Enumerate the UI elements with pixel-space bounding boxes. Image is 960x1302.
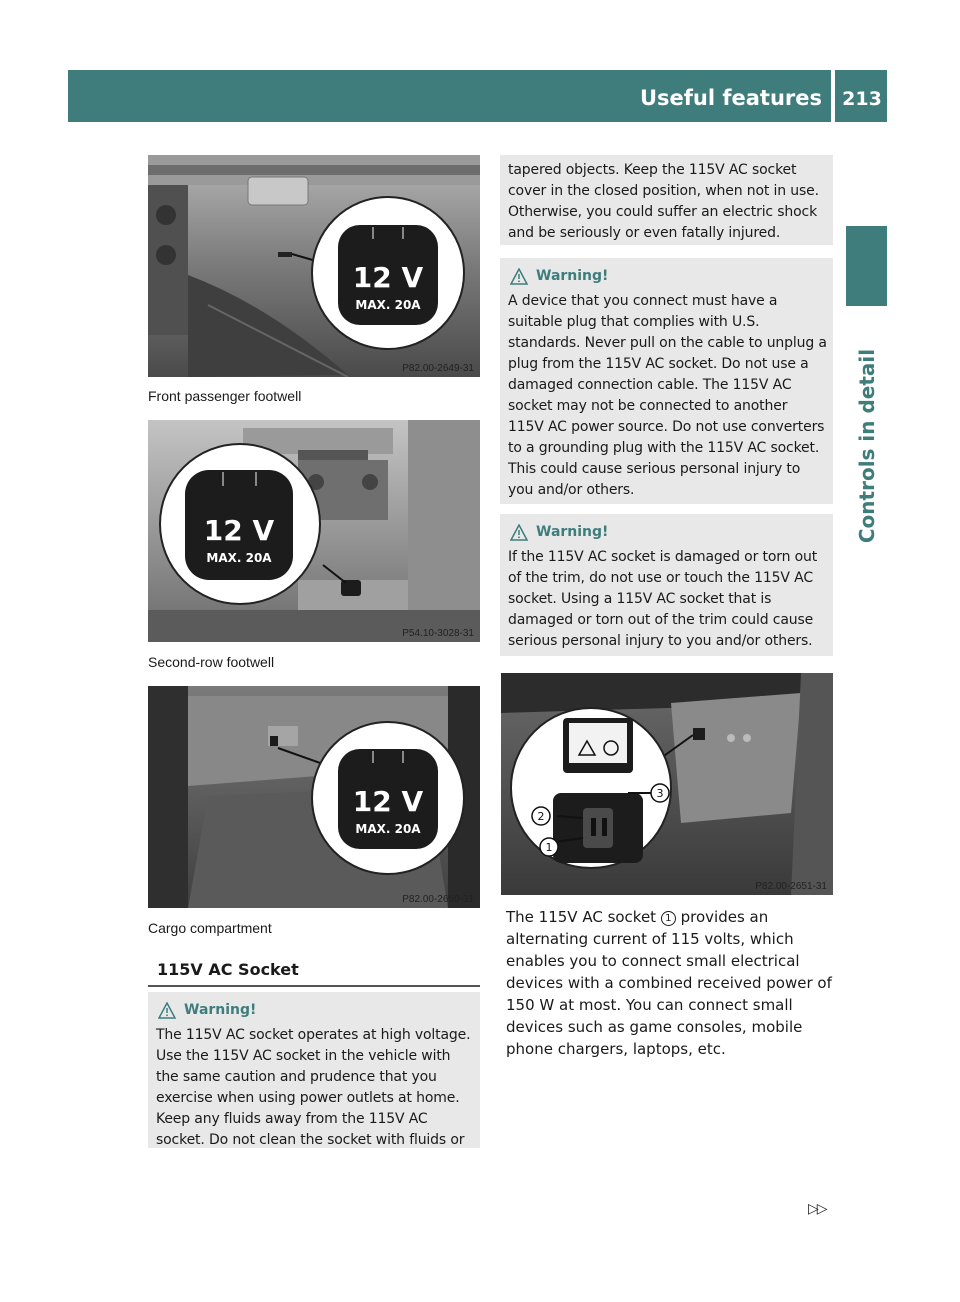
photo-front-passenger-footwell [148,155,480,377]
page-number: 213 [842,88,882,110]
heading-rule [148,985,480,987]
warning-text: tapered objects. Keep the 115V AC socket cover in the closed position, when not in use. Otherwise, you could suffer an electric shock and be seriously or even fatally injured. [508,162,819,241]
photo-code: P82.00-2650-31 [402,894,474,905]
warning-title: Warning! [536,268,609,284]
page-title: Useful features [639,86,822,110]
warning-title: Warning! [536,524,609,540]
caption-front-passenger-footwell: Front passenger footwell [148,388,302,404]
badge-voltage: 12 V [203,514,275,547]
warning-text: A device that you connect must have a suitable plug that complies with U.S. standards. Never pull on the cable to unplug a plug from the 115V AC socket. Do not use a damaged connection cable. The 115V AC socket may not be connected to another 115V AC power source. Do not use converters to a grounding plug with the 115V AC socket. This could cause serious personal injury to you and/or others. [508,293,827,498]
warning-box-high-voltage [148,992,480,1148]
badge-voltage: 12 V [352,785,424,818]
badge-amperage: MAX. 20A [355,822,421,836]
warning-box-plug [500,258,833,504]
callout-2: 2 [537,810,545,823]
badge-voltage: 12 V [352,261,424,294]
warning-header [508,522,827,543]
photo-second-row-footwell [148,420,480,642]
callout-3: 3 [656,787,664,800]
caption-second-row-footwell: Second-row footwell [148,654,275,670]
photo-code: P82.00-2649-31 [402,363,474,374]
warning-header [156,1000,474,1021]
warning-triangle-icon [510,268,528,286]
warning-box-damaged-socket [500,514,833,656]
photo-code: P54.10-3028-31 [402,628,474,639]
section-heading: 115V AC Socket [157,960,299,979]
warning-text: If the 115V AC socket is damaged or torn out of the trim, do not use or touch the 115V AC socket. Using a 115V AC socket that is damaged or torn out of the trim could cause serious personal injury to you and/or others. [508,549,818,649]
body-ref-callout: 1 [661,911,676,926]
warning-title: Warning! [184,1002,257,1018]
section-tab-label: Controls in detail [855,348,879,544]
section-tab-label-wrap [852,306,882,586]
warning-header [508,266,827,287]
photo-cargo-compartment [148,686,480,908]
body-text-after: provides an alternating current of 115 volts, which enables you to connect small electrical devices with a combined received power of 150 W at most. You can connect small devices such as game consoles, mobile phone chargers, laptops, etc. [506,908,832,1058]
warning-text: The 115V AC socket operates at high voltage. Use the 115V AC socket in the vehicle with the same caution and prudence that you exercise when using power outlets at home. Keep any fluids away from the 115V AC socket. Do not clean the socket with fluids or [156,1027,471,1148]
badge-amperage: MAX. 20A [355,298,421,312]
callout-1: 1 [545,841,553,854]
body-paragraph [506,906,836,1060]
section-tab [846,226,887,306]
photo-115v-ac-socket [501,673,833,895]
warning-triangle-icon [158,1002,176,1020]
warning-box-continued [500,155,833,245]
warning-triangle-icon [510,524,528,542]
badge-amperage: MAX. 20A [206,551,272,565]
photo-code: P82.00-2651-31 [755,881,827,892]
continue-arrow-icon: ▷▷ [808,1200,826,1216]
header-separator [831,70,835,122]
body-text-before: The 115V AC socket [506,908,661,926]
caption-cargo-compartment: Cargo compartment [148,920,272,936]
